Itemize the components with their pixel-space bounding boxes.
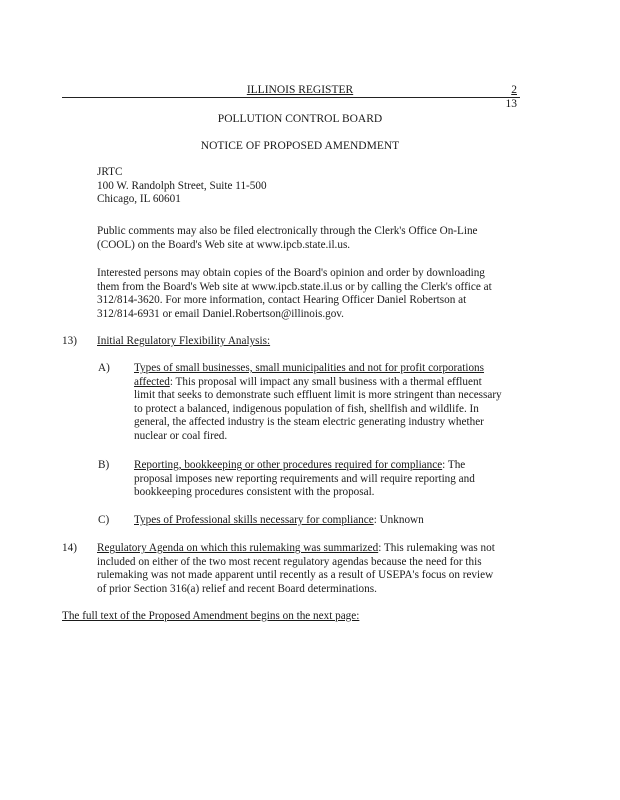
- item-13a-letter: A): [98, 362, 110, 374]
- address-line: 100 W. Randolph Street, Suite 11-500: [97, 179, 267, 192]
- paragraph-line: them from the Board's Web site at www.ipcb.state.il.us or by calling the Clerk's office at: [97, 280, 492, 293]
- item-text: : This proposal will impact any small business with a thermal effluent: [169, 375, 482, 388]
- item-text: : Unknown: [373, 514, 424, 526]
- paragraph-line: of prior Section 316(a) relief and recent Board determinations.: [97, 582, 377, 595]
- item-text: general, the affected industry is the steam electric generating industry whether: [134, 416, 484, 429]
- item-13a-body: [134, 362, 524, 444]
- register-title: ILLINOIS REGISTER: [246, 84, 354, 96]
- section-heading: Initial Regulatory Flexibility Analysis:: [97, 335, 271, 347]
- item-13c-letter: C): [98, 514, 110, 526]
- interested-persons-paragraph: [97, 267, 523, 321]
- section-14-number: 14): [62, 542, 77, 554]
- section-13-heading: [97, 335, 523, 349]
- public-comments-paragraph: [97, 225, 523, 252]
- item-text: bookkeeping procedures consistent with the proposal.: [134, 486, 375, 499]
- footer-note: [62, 610, 522, 624]
- item-13b-body: [134, 459, 524, 500]
- item-text: limit that seeks to demonstrate such effluent limit is more stringent than necessary: [134, 389, 502, 402]
- page-number-top: 2: [511, 84, 517, 96]
- address-block: [97, 166, 523, 207]
- paragraph-line: included on either of the two most recent regulatory agendas because the need for this: [97, 555, 482, 568]
- item-heading: affected: [134, 375, 170, 388]
- notice-title: NOTICE OF PROPOSED AMENDMENT: [200, 140, 400, 152]
- page-number-bottom: 13: [505, 98, 517, 110]
- item-text: : The: [442, 459, 466, 471]
- paragraph-line: 312/814-6931 or email Daniel.Robertson@illinois.gov.: [97, 307, 344, 320]
- item-text: proposal imposes new reporting requirements and will require reporting and: [134, 472, 475, 485]
- paragraph-line: 312/814-3620. For more information, contact Hearing Officer Daniel Robertson at: [97, 294, 467, 307]
- address-line: Chicago, IL 60601: [97, 193, 181, 206]
- item-text: to protect a balanced, indigenous population of fish, shellfish and wildlife. In: [134, 402, 479, 415]
- paragraph-line: Public comments may also be filed electronically through the Clerk's Office On-Line: [97, 225, 478, 237]
- section-14-body: [97, 542, 523, 596]
- board-name: POLLUTION CONTROL BOARD: [217, 113, 383, 125]
- paragraph-line: Interested persons may obtain copies of the Board's opinion and order by downloading: [97, 267, 485, 279]
- section-13-number: 13): [62, 335, 77, 347]
- paragraph-line: (COOL) on the Board's Web site at www.ipcb.state.il.us.: [97, 238, 351, 251]
- item-heading: Types of small businesses, small municipalities and not for profit corporations: [134, 362, 485, 374]
- item-heading: Reporting, bookkeeping or other procedures required for compliance: [134, 459, 443, 471]
- paragraph-line: : This rulemaking was not: [378, 542, 495, 554]
- header-rule: [62, 97, 520, 98]
- address-line: JRTC: [97, 166, 123, 178]
- item-13c-body: [134, 514, 524, 528]
- paragraph-line: rulemaking was not made apparent until recently as a result of USEPA's focus on review: [97, 569, 494, 582]
- section-heading: Regulatory Agenda on which this rulemaking was summarized: [97, 542, 379, 554]
- item-text: nuclear or coal fired.: [134, 429, 228, 442]
- item-heading: Types of Professional skills necessary for compliance: [134, 514, 374, 526]
- footer-note-text: The full text of the Proposed Amendment begins on the next page:: [62, 610, 360, 622]
- item-13b-letter: B): [98, 459, 110, 471]
